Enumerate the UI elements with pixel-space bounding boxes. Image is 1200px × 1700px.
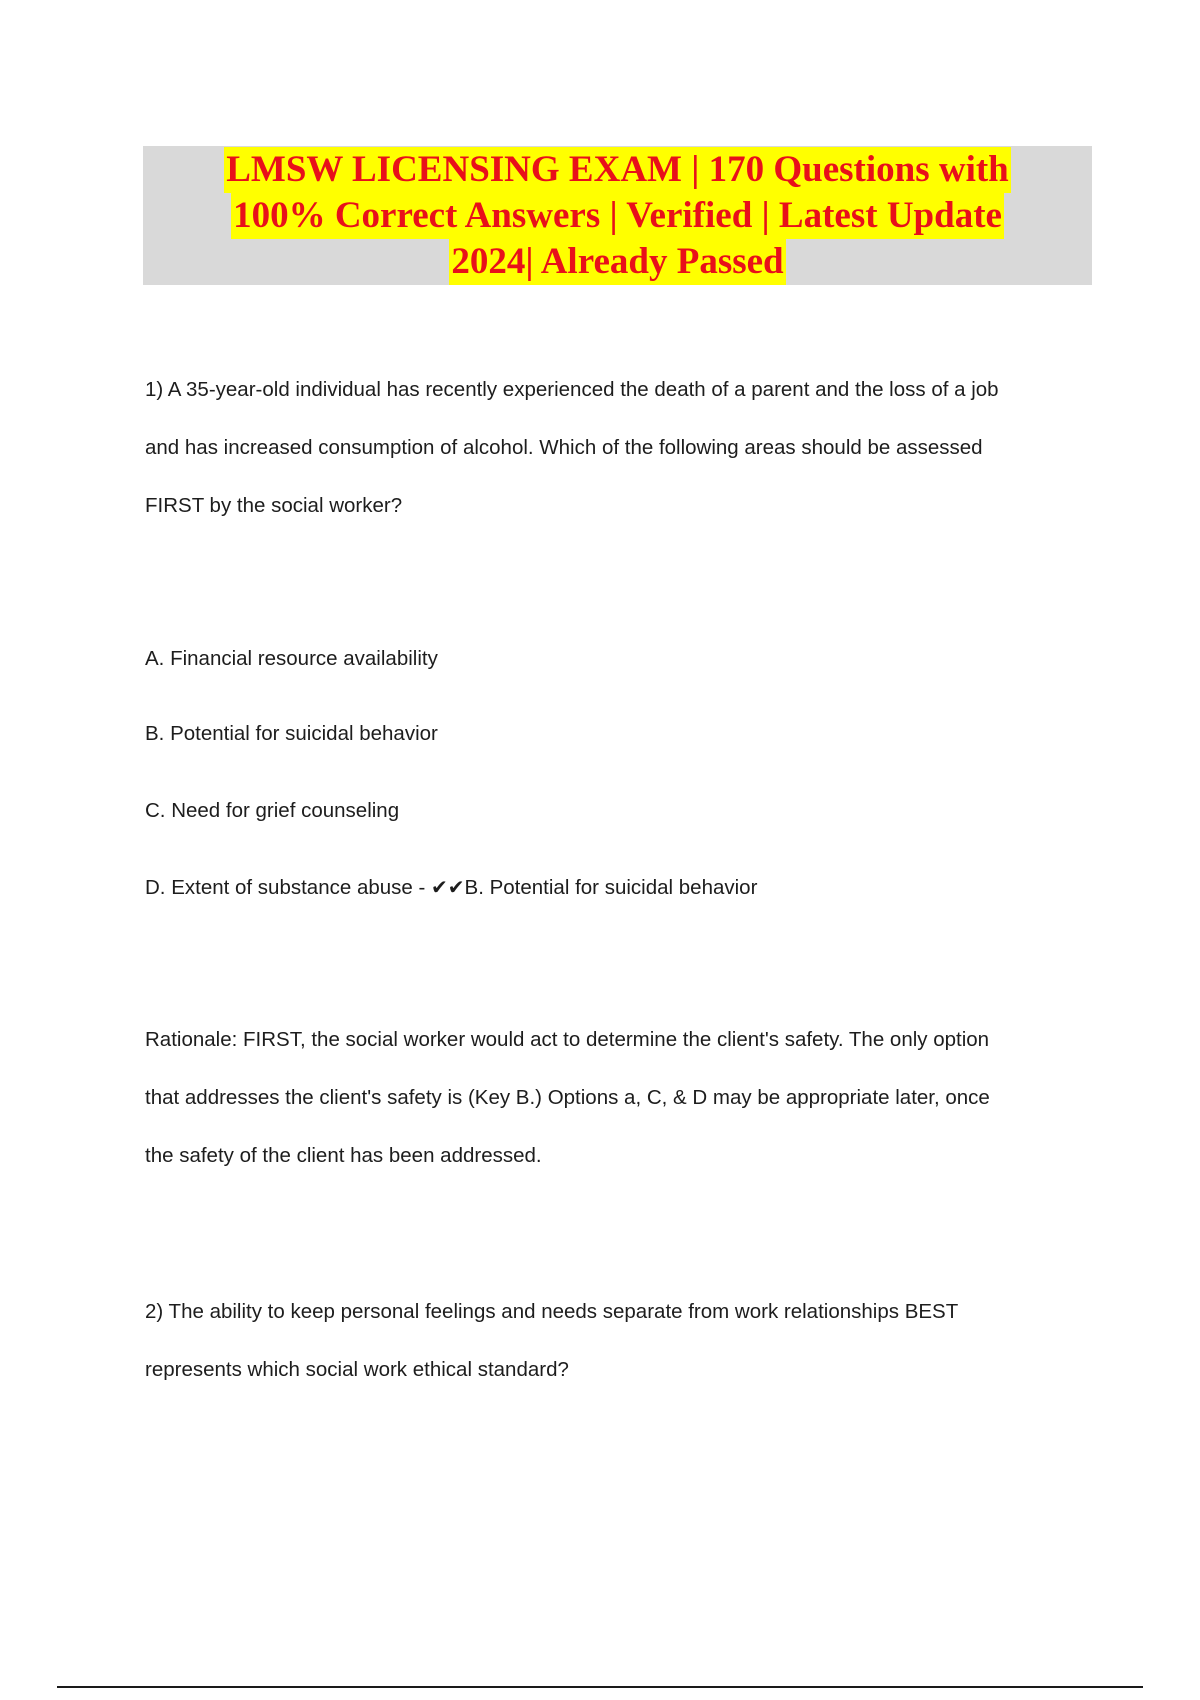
question-1-stem-line: 1) A 35-year-old individual has recently experienced the death of a parent and the loss of a job xyxy=(145,378,999,401)
title-banner xyxy=(143,146,1092,285)
option-c: C. Need for grief counseling xyxy=(145,799,400,822)
question-1-stem xyxy=(145,361,999,535)
question-2-stem-line: represents which social work ethical standard? xyxy=(145,1358,569,1381)
rationale-line: that addresses the client's safety is (Key B.) Options a, C, & D may be appropriate later, once xyxy=(145,1086,990,1109)
rationale-line: Rationale: FIRST, the social worker would act to determine the client's safety. The only option xyxy=(145,1028,990,1051)
footer-divider xyxy=(57,1686,1143,1688)
rationale-line: the safety of the client has been addressed. xyxy=(145,1144,542,1167)
option-a: A. Financial resource availability xyxy=(145,647,438,670)
option-b: B. Potential for suicidal behavior xyxy=(145,722,438,745)
rationale xyxy=(145,1011,990,1185)
title-line-1: LMSW LICENSING EXAM | 170 Questions with xyxy=(224,147,1011,193)
option-d: D. Extent of substance abuse - xyxy=(145,876,426,899)
correct-answer: B. Potential for suicidal behavior xyxy=(464,876,758,899)
question-2-stem-line: 2) The ability to keep personal feelings and needs separate from work relationships BEST xyxy=(145,1300,959,1323)
checkmark-icon: ✔✔ xyxy=(431,875,465,899)
question-1-stem-line: FIRST by the social worker? xyxy=(145,494,403,517)
question-1-stem-line: and has increased consumption of alcohol. Which of the following areas should be assessed xyxy=(145,436,983,459)
title-line-2: 100% Correct Answers | Verified | Latest Update xyxy=(231,193,1004,239)
option-d-with-answer xyxy=(145,858,757,917)
title-line-3: 2024| Already Passed xyxy=(449,239,785,285)
question-2-stem xyxy=(145,1283,958,1399)
